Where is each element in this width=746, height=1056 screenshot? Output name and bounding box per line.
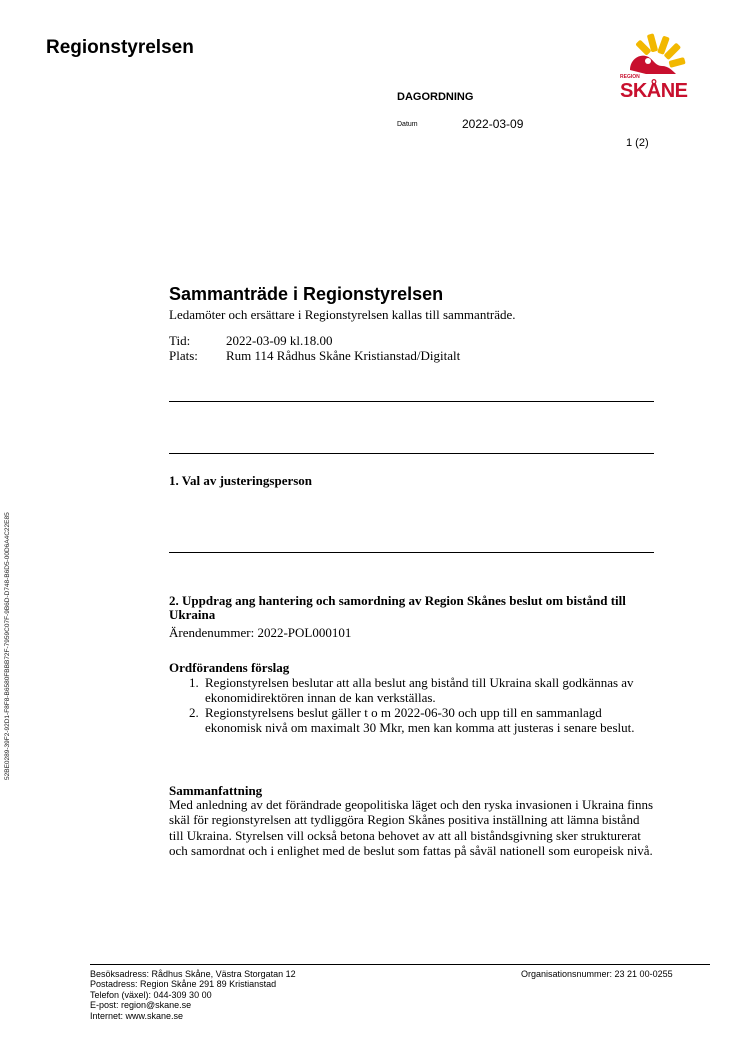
griffin-sun-icon (616, 30, 696, 78)
agenda-item-2-title: 2. Uppdrag ang hantering och samordning av Region Skånes beslut om bistånd till Ukraina (169, 593, 626, 622)
meeting-subtitle: Ledamöter och ersättare i Regionstyrelsen kallas till sammanträde. (169, 307, 516, 322)
logo-skane-text: SKÅNE (620, 80, 688, 102)
place-value: Rum 114 Rådhus Skåne Kristianstad/Digitalt (226, 348, 461, 363)
summary-heading: Sammanfattning (169, 783, 263, 798)
place-label: Plats: (169, 348, 198, 363)
footer-address (90, 969, 296, 1021)
agenda-item-1-title: 1. Val av justeringsperson (169, 473, 313, 488)
time-label: Tid: (169, 333, 191, 348)
meeting-place (169, 348, 460, 364)
organization-title: Regionstyrelsen (46, 37, 194, 58)
visit-address: Besöksadress: Rådhus Skåne, Västra Storgatan 12 (90, 969, 296, 979)
divider (169, 401, 654, 402)
list-item (169, 705, 654, 735)
time-value: 2022-03-09 kl.18.00 (226, 333, 333, 348)
list-item (169, 675, 654, 705)
phone: Telefon (växel): 044-309 30 00 (90, 989, 212, 1000)
document-type: DAGORDNING (397, 91, 474, 103)
date-value: 2022-03-09 (462, 117, 524, 131)
document-side-id: 52BE0289-39F2-92D1-F8F8-B6580FBBB72F-7959C07F-9B6D-D748-B6D5-00D6A4C22E85 (4, 512, 11, 780)
region-skane-logo (616, 30, 696, 104)
page-number: 1 (2) (626, 137, 649, 149)
website: Internet: www.skane.se (90, 1010, 184, 1021)
organization-number: Organisationsnummer: 23 21 00-0255 (521, 969, 673, 979)
proposal-heading: Ordförandens förslag (169, 660, 290, 675)
list-item-number: 2. (189, 705, 199, 720)
email: E-post: region@skane.se (90, 1000, 192, 1011)
proposal-list (169, 675, 654, 735)
list-item-text: Regionstyrelsens beslut gäller t o m 2022-06-30 och upp till en sammanlagd ekonomisk nivå om maximalt 30 Mkr, men kan komma att justeras i senare beslut. (205, 705, 635, 735)
divider (169, 453, 654, 454)
list-item-text: Regionstyrelsen beslutar att alla beslut ang bistånd till Ukraina skall godkännas av ekonomidirektören innan de kan verkställas. (205, 675, 634, 705)
summary-text: Med anledning av det förändrade geopolitiska läget och den ryska invasionen i Ukraina finns skäl för regionstyrelsen att tydliggöra Region Skånes positiva inställning att lämna bistånd till Ukraina. Styrelsen vill också betona behovet av att all biståndsgivning sker strukturerat och samordnat och i enlighet med de beslut som fattas på såväl nationell som europeisk nivå. (169, 797, 654, 858)
case-number: Ärendenummer: 2022-POL000101 (169, 625, 352, 640)
divider (169, 552, 654, 553)
list-item-number: 1. (189, 675, 199, 690)
date-label: Datum (397, 121, 418, 128)
postal-address: Postadress: Region Skåne 291 89 Kristianstad (90, 979, 277, 990)
meeting-time (169, 333, 333, 349)
logo-region-text: REGION (620, 74, 640, 80)
footer-divider (90, 964, 710, 965)
meeting-title: Sammanträde i Regionstyrelsen (169, 284, 444, 304)
